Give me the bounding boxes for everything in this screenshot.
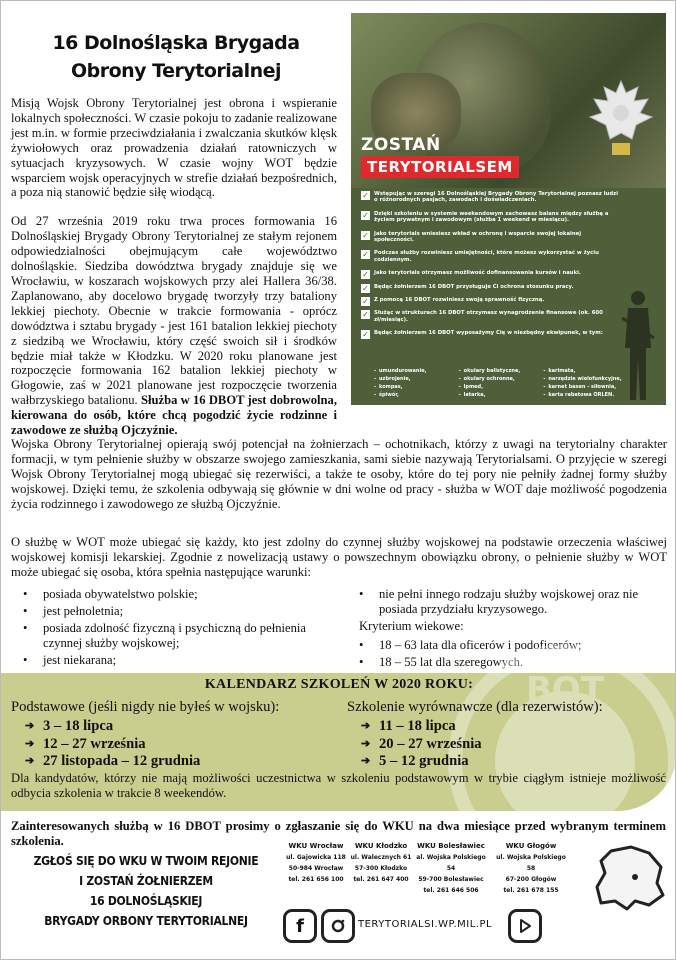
check-icon: ✓ [362,283,369,293]
instagram-icon[interactable] [321,909,355,943]
list-item: ➔ 11 – 18 lipca [361,718,456,734]
equipment-item: - narzędzie wielofunkcyjne, [543,376,624,382]
list-item: ✓ Wstępując w szeregi 16 Dolnośląskiej Brygady Obrony Terytorialnej poznasz ludzi o różnorodnych pasjach, zawodach i doświadczeniach. [362,191,619,204]
list-item: ➔ 20 – 27 września [361,735,482,752]
list-item: ➔ 12 – 27 września [25,735,146,752]
check-icon: ✓ [362,330,369,340]
intro-text [11,96,337,452]
list-item: ✓ Dzięki szkoleniu w systemie weekendowym zachowasz balans między służbą a życiem prywatnym i zawodowym (służba 1 weekend w miesiącu). [362,210,609,224]
check-icon: ✓ [362,310,369,320]
list-item: • 18 – 55 lat dla szeregowych. [359,655,659,670]
equipment-list [374,368,624,398]
check-icon: ✓ [362,297,369,307]
calendar-basic [11,698,341,771]
eagle-emblem-icon [586,73,656,163]
list-item: ✓ Będąc żołnierzem 16 DBOT przysługuje Ci ochrona stosunku pracy. [362,283,574,293]
check-icon: ✓ [362,230,369,240]
list-item: ✓ Będąc żołnierzem 16 DBOT wyposażymy Cię w niezbędny ekwipunek, w tym: [362,330,603,340]
list-item: • 18 – 63 lata dla oficerów i podoficerów; [359,638,659,653]
badge-text: BOT [525,670,605,710]
list-item: • posiada zdolność fizyczną i psychiczną do pełnienia czynnej służby wojskowej; [23,621,343,651]
list-item: • posiada obywatelstwo polskie; [23,587,343,602]
arrow-right-icon: ➔ [25,755,35,768]
title-line-1: 16 Dolnośląska Brygada [52,32,300,54]
list-item: ➔ 3 – 18 lipca [25,718,114,734]
intro-paragraph-2 [11,214,337,438]
recruitment-poster [351,13,666,405]
website-link[interactable]: TERYTORIALSI.WP.MIL.PL [358,919,493,930]
poster-headline: ZOSTAŃ [361,135,441,155]
check-icon: ✓ [362,250,369,260]
list-item: ✓ Z pomocą 16 DBOT rozwiniesz swoją sprawność fizyczną. [362,297,545,307]
soldier-silhouette-icon [618,288,658,403]
poster-benefits-list [361,191,619,344]
cta-line: I ZOSTAŃ ŻOŁNIERZEM [79,874,213,888]
list-item: • nie pełni innego rodzaju służby wojskowej oraz nie posiada przydziału kryzysowego. [359,587,659,617]
wku-office: WKU Wrocław ul. Gajowicka 118 50-984 Wrocław tel. 261 656 100 [286,842,346,883]
list-item: ➔ 5 – 12 grudnia [361,753,469,770]
body-paragraph-1: Wojska Obrony Terytorialnej opierają swój potencjał na żołnierzach – ochotnikach, którzy z uwagi na terytorialny charakter formacji, w tym pełnienie służby w obszarze swojego zamieszkania, sami siebie nazywają Terytorialsami. O przyjęcie w szeregi Wojsk Obrony Terytorialnej mogą ubiegać się rezerwiści, a także te osoby, które do tej pory nie pełniły żadnej formy służby wojskowej. Dzięki temu, że szkolenia odbywają się głównie w dni wolne od pracy - służba w WOT daje możliwość pogodzenia życia rodzinnego i zawodowego ze służbą Ojczyźnie. [11,437,667,511]
equipment-item: - okulary ochronne, [459,376,540,382]
calendar-basic-label: Podstawowe (jeśli nigdy nie byłeś w wojsku): [11,699,280,715]
wku-office: WKU Głogów ul. Wojska Polskiego 58 67-200 Głogów tel. 261 678 155 [496,842,566,894]
body-paragraph-2: O służbę w WOT może ubiegać się każdy, kto jest zdolny do czynnej służby wojskowej na podstawie orzeczenia właściwej wojskowej komisji lekarskiej. Zgodnie z nowelizacją ustawy o powszechnym obowiązku obrony, o pełnienie służby w WOT może ubiegać się osoba, która spełnia następujące warunki: [11,535,667,579]
title-line-2: Obrony Terytorialnej [70,60,282,82]
intro-paragraph-1: Misją Wojsk Obrony Terytorialnej jest obrona i wspieranie lokalnych społeczności. W czasie pokoju to zadanie realizowane jest m.in. w formie przeciwdziałania i zwalczania skutków klęsk żywiołowych oraz prowadzenia działań ratowniczych w sytuacjach kryzysowych. W czasie wojny WOT będzie wsparciem wojsk operacyjnych w strefie działań bezpośrednich, a poza nią stanowić będzie siłę wiodącą. [11,96,337,200]
check-icon: ✓ [362,210,369,220]
calendar-note: Dla kandydatów, którzy nie mają możliwości uczestnictwa w szkoleniu podstawowym w trybie ciągłym istnieje możliwość odbycia szkolenia w trakcie 8 weekendów. [11,771,666,800]
check-icon: ✓ [362,270,369,280]
call-to-action [25,851,268,931]
list-item: ✓ Służąc w strukturach 16 DBOT otrzymasz wynagrodzenie finansowe (ok. 600 zł/miesiąc). [362,310,603,323]
intro-paragraph-2-text: Od 27 września 2019 roku trwa proces formowania 16 Dolnośląskiej Brygady Obrony Terytorialnej ze stałym rejonem odpowiedzialności obejmującym całe województwo dolnośląskie. Siedziba dowództwa brygady znajduje się we Wrocławiu, w koszarach wojskowych przy alei Hallera 36/38. Zaplanowano, aby docelowo brygadę tworzyły trzy bataliony lekkiej piechoty. Obecnie w trakcie formowania - oprócz dowództwa i sztabu brygady - jest 161 batalion lekkiej piechoty z siedzibą we Wrocławiu, który część swoich sił i środków będzie miał także w Kłodzku. W 2020 roku planowane jest rozpoczęcie formowania 162 batalion lekkiej piechoty w Głogowie, zaś w 2021 planowane jest rozpoczęcie tworzenia wałbrzyskiego batalionu. [11,214,337,408]
arrow-right-icon: ➔ [361,737,371,750]
equipment-item: - śpiwór, [374,392,455,398]
equipment-item: - latarka, [459,392,540,398]
cta-line: BRYGADY ORBONY TERYTORIALNEJ [44,914,248,928]
equipment-item: - lpmed, [459,384,540,390]
age-criteria-label: Kryterium wiekowe: [359,619,464,633]
equipment-item: - kompas, [374,384,455,390]
equipment-item: - okulary balistyczne, [459,368,540,374]
equipment-item: - uzbrojenie, [374,376,455,382]
equipment-item: - karta rabatowa ORLEN. [543,392,624,398]
list-item: • jest niekarana; [23,653,343,668]
calendar-reserve-label: Szkolenie wyrównawcze (dla rezerwistów): [347,699,603,715]
wku-office: WKU Bolesławiec al. Wojska Polskiego 54 59-700 Bolesławiec tel. 261 646 506 [416,842,486,894]
calendar-reserve [347,698,667,771]
social-links [283,909,663,945]
equipment-item: - karnet basen - siłownia, [543,384,624,390]
arrow-right-icon: ➔ [25,737,35,750]
arrow-right-icon: ➔ [361,720,371,732]
conditions-list-left [23,587,343,670]
contact-text: Zainteresowanych służbą w 16 DBOT prosimy o zgłaszanie się do WKU na dwa miesiące przed wybranym terminem szkolenia. [11,819,666,848]
list-item: ✓ Podczas służby rozwiniesz umiejętności, które możesz wykorzystać w życiu codziennym. [362,250,599,263]
arrow-right-icon: ➔ [25,720,35,732]
youtube-icon[interactable] [508,909,542,943]
arrow-right-icon: ➔ [361,755,371,768]
check-icon: ✓ [362,191,369,200]
calendar-title: KALENDARZ SZKOLEŃ W 2020 ROKU: [204,677,474,692]
list-item: ➔ 27 listopada – 12 grudnia [25,753,201,770]
intro-paragraph-2-bold: Służba w 16 DBOT jest dobrowolna, kierowana do osób, które chcą pogodzić życie rodzinne i zawodowe ze służbą Ojczyźnie. [11,393,337,438]
equipment-item: - umundurowanie, [374,368,455,374]
page-title [11,29,341,85]
equipment-item: - karimata, [543,368,624,374]
lower-silesia-map-icon [591,843,671,913]
wku-office: WKU Kłodzko ul. Walecznych 61 57-300 Kłodzko tel. 261 647 400 [350,842,412,883]
list-item: • jest pełnoletnia; [23,604,343,619]
facebook-icon[interactable]: f [283,909,317,943]
cta-line: ZGŁOŚ SIĘ DO WKU W TWOIM REJONIE [33,854,259,868]
poster-headline-highlight: TERYTORIALSEM [361,156,519,178]
list-item: ✓ Jako terytorials otrzymasz możliwość dofinansowania kursów i nauki. [362,270,581,280]
list-item: ✓ Jako terytorials wniesiesz wkład w ochronę i wsparcie swojej lokalnej społeczności. [362,230,582,244]
cta-line: 16 DOLNOŚLĄSKIEJ [89,894,203,908]
